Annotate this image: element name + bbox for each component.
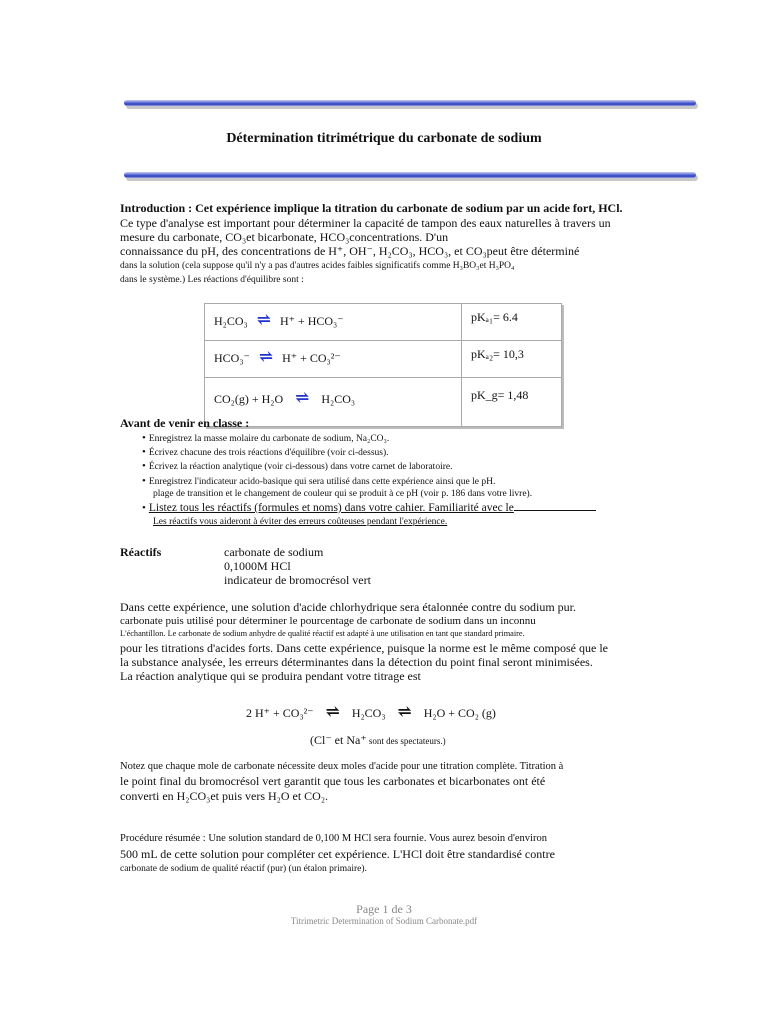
para3-line-1: Procédure résumée : Une solution standard de 0,100 M HCl sera fournie. Vous aurez besoin d'environ: [120, 833, 547, 844]
intro-line-3: mesure du carbonate, CO₃et bicarbonate, HCO₃concentrations. D'un: [120, 230, 449, 244]
list-item: • Enregistrez la masse molaire du carbonate de sodium, Na₂CO₃.: [142, 432, 390, 444]
list-item-continuation: plage de transition et le changement de couleur qui se produit à ce pH (voir p. 186 dans votre livre).: [153, 489, 533, 499]
reaction-reactants: 2 H⁺ + CO₃²⁻: [246, 706, 314, 720]
equilibrium-constant: pK_g= 1,48: [462, 378, 562, 427]
title-underline-bar: [124, 172, 696, 178]
top-decorative-bar: [124, 100, 696, 106]
para1-line-4: pour les titrations d'acides forts. Dans cette expérience, puisque la norme est le même composé que le: [120, 641, 608, 655]
analytical-reaction: [246, 702, 496, 722]
equilibrium-table: [204, 303, 562, 427]
reagent-item: indicateur de bromocrésol vert: [224, 573, 371, 587]
reaction-right: H₂CO₃: [321, 392, 356, 406]
equilibrium-arrow-icon: ⇌: [325, 702, 340, 721]
para1-line-6: La réaction analytique qui se produira pendant votre titrage est: [120, 669, 421, 683]
para1-line-1: Dans cette expérience, une solution d'acide chlorhydrique sera étalonnée contre du sodium pur.: [120, 600, 576, 614]
reactifs-heading: Réactifs: [120, 545, 162, 559]
intro-line-6: dans le système.) Les réactions d'équilibre sont :: [120, 275, 304, 285]
intro-line-5: dans la solution (cela suppose qu'il n'y a pas d'autres acides faibles significatifs comme H₃BO₃et H₃PO₄: [120, 261, 515, 271]
equilibrium-arrow-icon: ⇌: [258, 347, 274, 366]
equilibrium-constant: pKₐ₁= 6.4: [462, 304, 562, 341]
reagent-item: 0,1000M HCl: [224, 559, 291, 573]
reaction-right: H⁺ + CO₃²⁻: [282, 351, 341, 365]
equilibrium-reaction: [205, 304, 462, 341]
intro-line-1: Introduction : Cet expérience implique la titration du carbonate de sodium par un acide fort, HCl.: [120, 201, 623, 215]
equilibrium-arrow-icon: ⇌: [397, 702, 412, 721]
page-title: Détermination titrimétrique du carbonate de sodium: [226, 131, 542, 146]
equilibrium-arrow-icon: ⇌: [295, 388, 310, 407]
reaction-intermediate: H₂CO₃: [351, 706, 386, 720]
para1-line-2: carbonate puis utilisé pour déterminer le pourcentage de carbonate de sodium dans un inconnu: [120, 615, 536, 627]
reaction-right: H⁺ + HCO₃⁻: [279, 314, 344, 328]
list-item: • Écrivez chacune des trois réactions d'équilibre (voir ci-dessus).: [142, 446, 389, 458]
para2-line-2: le point final du bromocrésol vert garantit que tous les carbonates et bicarbonates ont été: [120, 774, 546, 788]
reaction-products: H₂O + CO₂ (g): [423, 706, 496, 720]
equilibrium-arrow-icon: ⇌: [256, 310, 271, 329]
reagent-item: carbonate de sodium: [224, 545, 324, 559]
para1-line-5: la substance analysée, les erreurs déterminantes dans la détection du point final seront minimisées.: [120, 655, 593, 669]
list-item: • Listez tous les réactifs (formules et noms) dans votre cahier. Familiarité avec le: [142, 502, 596, 515]
list-item-continuation: Les réactifs vous aideront à éviter des erreurs coûteuses pendant l'expérience.: [153, 517, 448, 527]
para3-line-2: 500 mL de cette solution pour compléter cet expérience. L'HCl doit être standardisé contre: [120, 847, 555, 861]
page-number: Page 1 de 3: [356, 902, 412, 916]
spectator-note: (Cl⁻ et Na⁺ sont des spectateurs.): [310, 733, 446, 747]
equilibrium-constant: pKₐ₂= 10,3: [462, 341, 562, 378]
reaction-left: HCO₃⁻: [214, 351, 250, 365]
para1-line-3: L'échantillon. Le carbonate de sodium anhydre de qualité réactif est adapté à une utilisation en tant que standard primaire.: [120, 629, 525, 638]
list-item: • Enregistrez l'indicateur acido-basique qui sera utilisé dans cette expérience ainsi que le pH.: [142, 475, 496, 487]
para3-line-3: carbonate de sodium de qualité réactif (pur) (un étalon primaire).: [120, 864, 367, 874]
equilibrium-reaction: [205, 341, 462, 378]
reaction-left: CO₂(g) + H₂O: [214, 392, 284, 406]
intro-line-2: Ce type d'analyse est important pour déterminer la capacité de tampon des eaux naturelles à travers un: [120, 216, 611, 230]
equilibrium-row: [205, 378, 562, 427]
intro-line-4: connaissance du pH, des concentrations de H⁺, OH⁻, H₂CO₃, HCO₃, et CO₃peut être déterminé: [120, 244, 580, 258]
file-name: Titrimetric Determination of Sodium Carbonate.pdf: [290, 916, 478, 926]
reaction-left: H₂CO₃: [214, 314, 248, 328]
para2-line-3: converti en H₂CO₃et puis vers H₂O et CO₂.: [120, 789, 329, 803]
list-item: • Écrivez la réaction analytique (voir ci-dessous) dans votre carnet de laboratoire.: [142, 460, 453, 472]
equilibrium-row: [205, 304, 562, 341]
avant-heading: Avant de venir en classe :: [120, 416, 250, 430]
para2-line-1: Notez que chaque mole de carbonate nécessite deux moles d'acide pour une titration complète. Titration à: [120, 761, 564, 772]
equilibrium-row: [205, 341, 562, 378]
